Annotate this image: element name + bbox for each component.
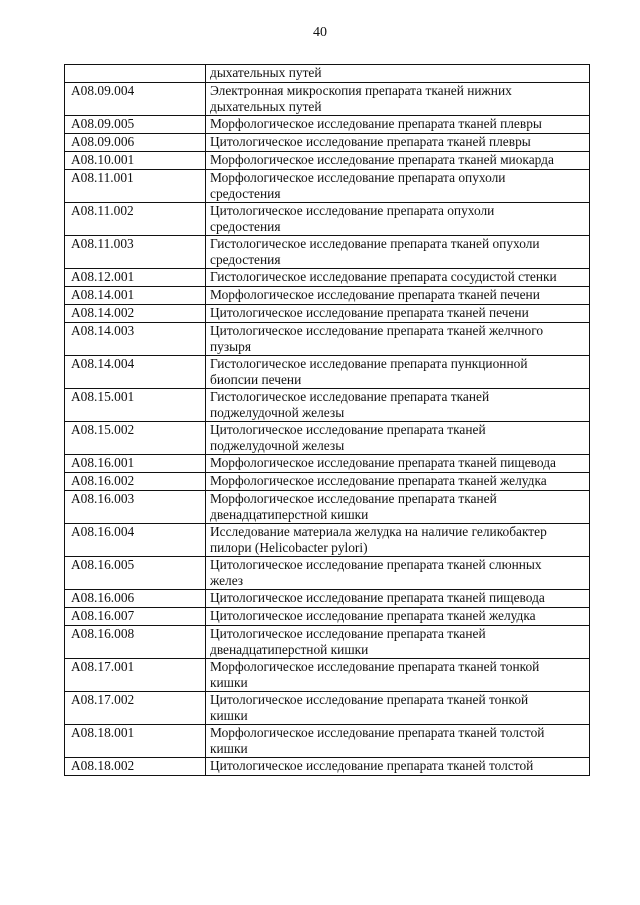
service-name-cell: Морфологическое исследование препарата тканей плевры	[206, 116, 590, 134]
table-row	[65, 608, 590, 626]
table-row	[65, 389, 590, 422]
service-code-cell: A08.09.006	[65, 134, 206, 152]
service-code-cell: A08.15.002	[65, 422, 206, 455]
service-name-cell: дыхательных путей	[206, 65, 590, 83]
table-row	[65, 83, 590, 116]
service-code-cell: A08.12.001	[65, 269, 206, 287]
service-code-cell: A08.16.001	[65, 455, 206, 473]
table-row	[65, 491, 590, 524]
table-row	[65, 659, 590, 692]
service-name-cell: Морфологическое исследование препарата опухоли средостения	[206, 170, 590, 203]
service-name-cell: Цитологическое исследование препарата тканей желудка	[206, 608, 590, 626]
service-code-cell: A08.18.002	[65, 758, 206, 776]
table-row	[65, 626, 590, 659]
service-name-cell: Цитологическое исследование препарата тканей поджелудочной железы	[206, 422, 590, 455]
service-name-cell: Гистологическое исследование препарата сосудистой стенки	[206, 269, 590, 287]
services-table-body	[65, 65, 590, 776]
service-name-cell: Цитологическое исследование препарата тканей двенадцатиперстной кишки	[206, 626, 590, 659]
table-row	[65, 305, 590, 323]
service-name-cell: Гистологическое исследование препарата тканей опухоли средостения	[206, 236, 590, 269]
service-code-cell: A08.10.001	[65, 152, 206, 170]
service-code-cell: A08.15.001	[65, 389, 206, 422]
table-row	[65, 170, 590, 203]
service-name-cell: Электронная микроскопия препарата тканей нижних дыхательных путей	[206, 83, 590, 116]
service-code-cell	[65, 65, 206, 83]
service-name-cell: Морфологическое исследование препарата тканей пищевода	[206, 455, 590, 473]
service-name-cell: Морфологическое исследование препарата тканей толстой кишки	[206, 725, 590, 758]
service-name-cell: Гистологическое исследование препарата тканей поджелудочной железы	[206, 389, 590, 422]
service-name-cell: Цитологическое исследование препарата тканей пищевода	[206, 590, 590, 608]
table-row	[65, 236, 590, 269]
service-code-cell: A08.16.004	[65, 524, 206, 557]
services-table	[64, 64, 590, 776]
service-code-cell: A08.17.001	[65, 659, 206, 692]
service-name-cell: Цитологическое исследование препарата тканей печени	[206, 305, 590, 323]
service-code-cell: A08.16.005	[65, 557, 206, 590]
table-row	[65, 422, 590, 455]
service-name-cell: Цитологическое исследование препарата опухоли средостения	[206, 203, 590, 236]
table-row	[65, 323, 590, 356]
service-code-cell: A08.16.006	[65, 590, 206, 608]
table-row	[65, 758, 590, 776]
table-row	[65, 152, 590, 170]
table-row	[65, 455, 590, 473]
service-code-cell: A08.16.008	[65, 626, 206, 659]
service-code-cell: A08.11.001	[65, 170, 206, 203]
service-name-cell: Морфологическое исследование препарата тканей двенадцатиперстной кишки	[206, 491, 590, 524]
table-row	[65, 356, 590, 389]
service-name-cell: Морфологическое исследование препарата тканей желудка	[206, 473, 590, 491]
service-code-cell: A08.16.002	[65, 473, 206, 491]
table-row	[65, 116, 590, 134]
service-name-cell: Морфологическое исследование препарата тканей печени	[206, 287, 590, 305]
service-code-cell: A08.14.002	[65, 305, 206, 323]
page-number: 40	[313, 25, 327, 40]
table-row	[65, 692, 590, 725]
service-name-cell: Гистологическое исследование препарата пункционной биопсии печени	[206, 356, 590, 389]
table-row	[65, 287, 590, 305]
service-code-cell: A08.09.004	[65, 83, 206, 116]
table-row	[65, 590, 590, 608]
table-row	[65, 65, 590, 83]
table-row	[65, 725, 590, 758]
table-row	[65, 269, 590, 287]
service-code-cell: A08.11.003	[65, 236, 206, 269]
service-name-cell: Морфологическое исследование препарата тканей миокарда	[206, 152, 590, 170]
service-name-cell: Исследование материала желудка на наличие геликобактер пилори (Helicobacter pylori)	[206, 524, 590, 557]
service-code-cell: A08.16.007	[65, 608, 206, 626]
service-name-cell: Цитологическое исследование препарата тканей плевры	[206, 134, 590, 152]
table-row	[65, 557, 590, 590]
service-code-cell: A08.11.002	[65, 203, 206, 236]
table-row	[65, 203, 590, 236]
service-code-cell: A08.18.001	[65, 725, 206, 758]
table-row	[65, 524, 590, 557]
service-code-cell: A08.17.002	[65, 692, 206, 725]
service-code-cell: A08.09.005	[65, 116, 206, 134]
table-row	[65, 134, 590, 152]
service-name-cell: Цитологическое исследование препарата тканей слюнных желез	[206, 557, 590, 590]
service-code-cell: A08.14.003	[65, 323, 206, 356]
service-name-cell: Цитологическое исследование препарата тканей желчного пузыря	[206, 323, 590, 356]
service-code-cell: A08.14.004	[65, 356, 206, 389]
table-row	[65, 473, 590, 491]
service-code-cell: A08.16.003	[65, 491, 206, 524]
service-name-cell: Морфологическое исследование препарата тканей тонкой кишки	[206, 659, 590, 692]
service-code-cell: A08.14.001	[65, 287, 206, 305]
service-name-cell: Цитологическое исследование препарата тканей тонкой кишки	[206, 692, 590, 725]
service-name-cell: Цитологическое исследование препарата тканей толстой	[206, 758, 590, 776]
